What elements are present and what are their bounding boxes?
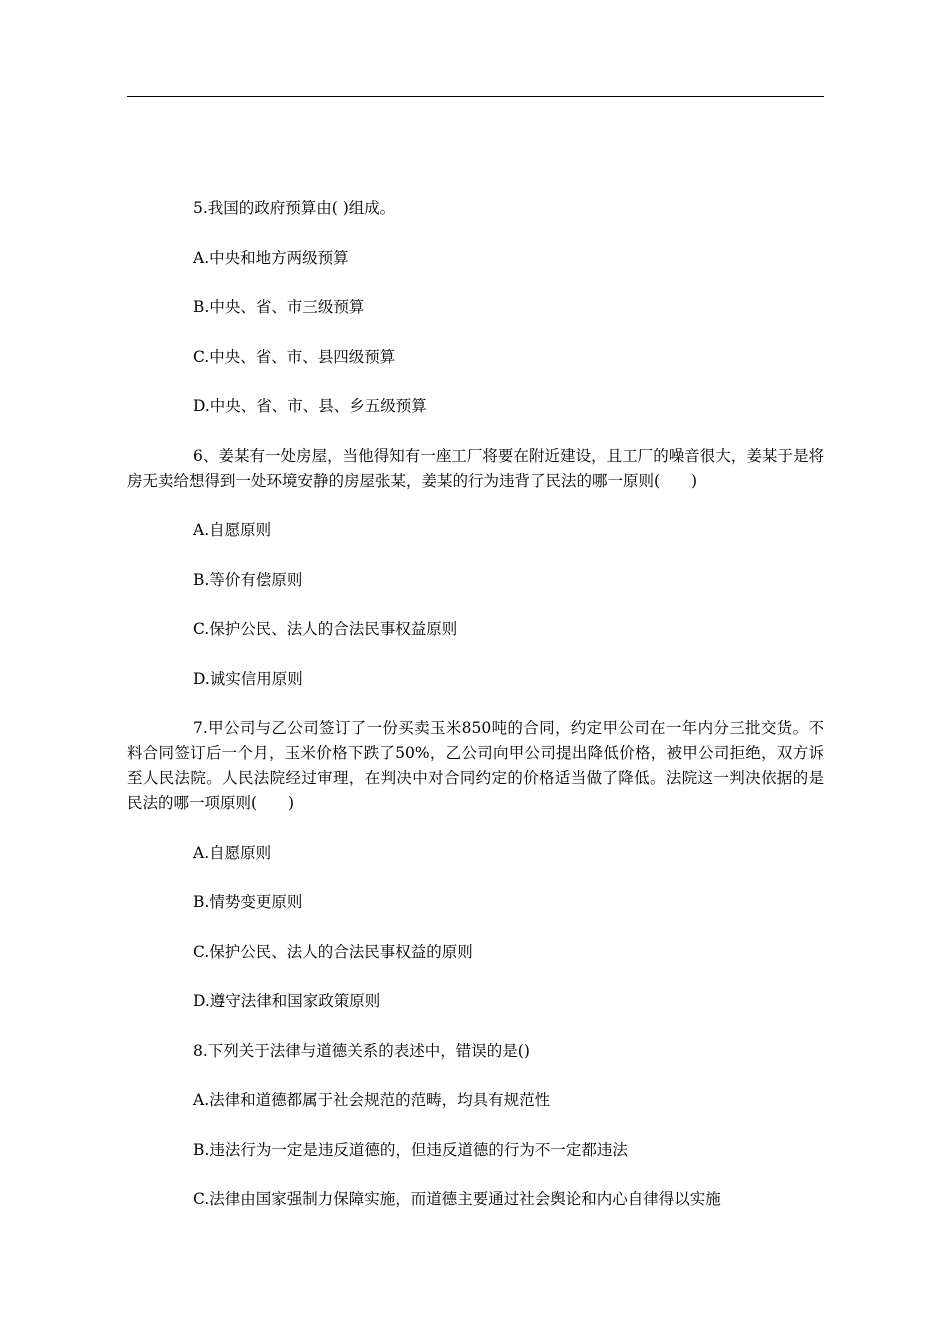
question-7-option-d: D.遵守法律和国家政策原则 xyxy=(193,992,381,1010)
question-5-option-d: D.中央、省、市、县、乡五级预算 xyxy=(193,397,427,415)
question-7-option-a: A.自愿原则 xyxy=(193,843,272,862)
question-7-option-b: B.情势变更原则 xyxy=(193,893,303,911)
question-6-option-d: D.诚实信用原则 xyxy=(193,669,303,688)
question-7-option-c: C.保护公民、法人的合法民事权益的原则 xyxy=(193,942,473,961)
question-6-option-c: C.保护公民、法人的合法民事权益原则 xyxy=(193,620,458,638)
question-7-stem: 7.甲公司与乙公司签订了一份买卖玉米850吨的合同，约定甲公司在一年内分三批交货。不料合同签订后一个月，玉米价格下跌了50%，乙公司向甲公司提出降低价格，被甲公司拒绝，双方诉至人民法院。人民法院经过审理，在判决中对合同约定的价格适当做了降低。法院这一判决依据的是民法的哪一项原则( ) xyxy=(127,719,824,812)
question-8-stem: 8.下列关于法律与道德关系的表述中，错误的是() xyxy=(193,1041,530,1060)
question-5-option-b: B.中央、省、市三级预算 xyxy=(193,298,365,316)
question-8-option-b: B.违法行为一定是违反道德的，但违反道德的行为不一定都违法 xyxy=(193,1140,628,1159)
document-body xyxy=(127,196,824,1237)
header-rule xyxy=(127,96,824,97)
question-6-option-b: B.等价有偿原则 xyxy=(193,570,303,589)
question-5-stem: 5.我国的政府预算由( )组成。 xyxy=(193,199,396,217)
question-5-option-c: C.中央、省、市、县四级预算 xyxy=(193,347,396,366)
question-8-option-c: C.法律由国家强制力保障实施，而道德主要通过社会舆论和内心自律得以实施 xyxy=(193,1190,721,1208)
question-8-option-a: A.法律和道德都属于社会规范的范畴，均具有规范性 xyxy=(193,1091,551,1109)
question-5-option-a: A.中央和地方两级预算 xyxy=(193,248,349,267)
question-6-stem: 6、姜某有一处房屋，当他得知有一座工厂将要在附近建设，且工厂的噪音很大，姜某于是将房无卖给想得到一处环境安静的房屋张某，姜某的行为违背了民法的哪一原则( ) xyxy=(127,446,824,490)
question-6-option-a: A.自愿原则 xyxy=(193,521,272,539)
